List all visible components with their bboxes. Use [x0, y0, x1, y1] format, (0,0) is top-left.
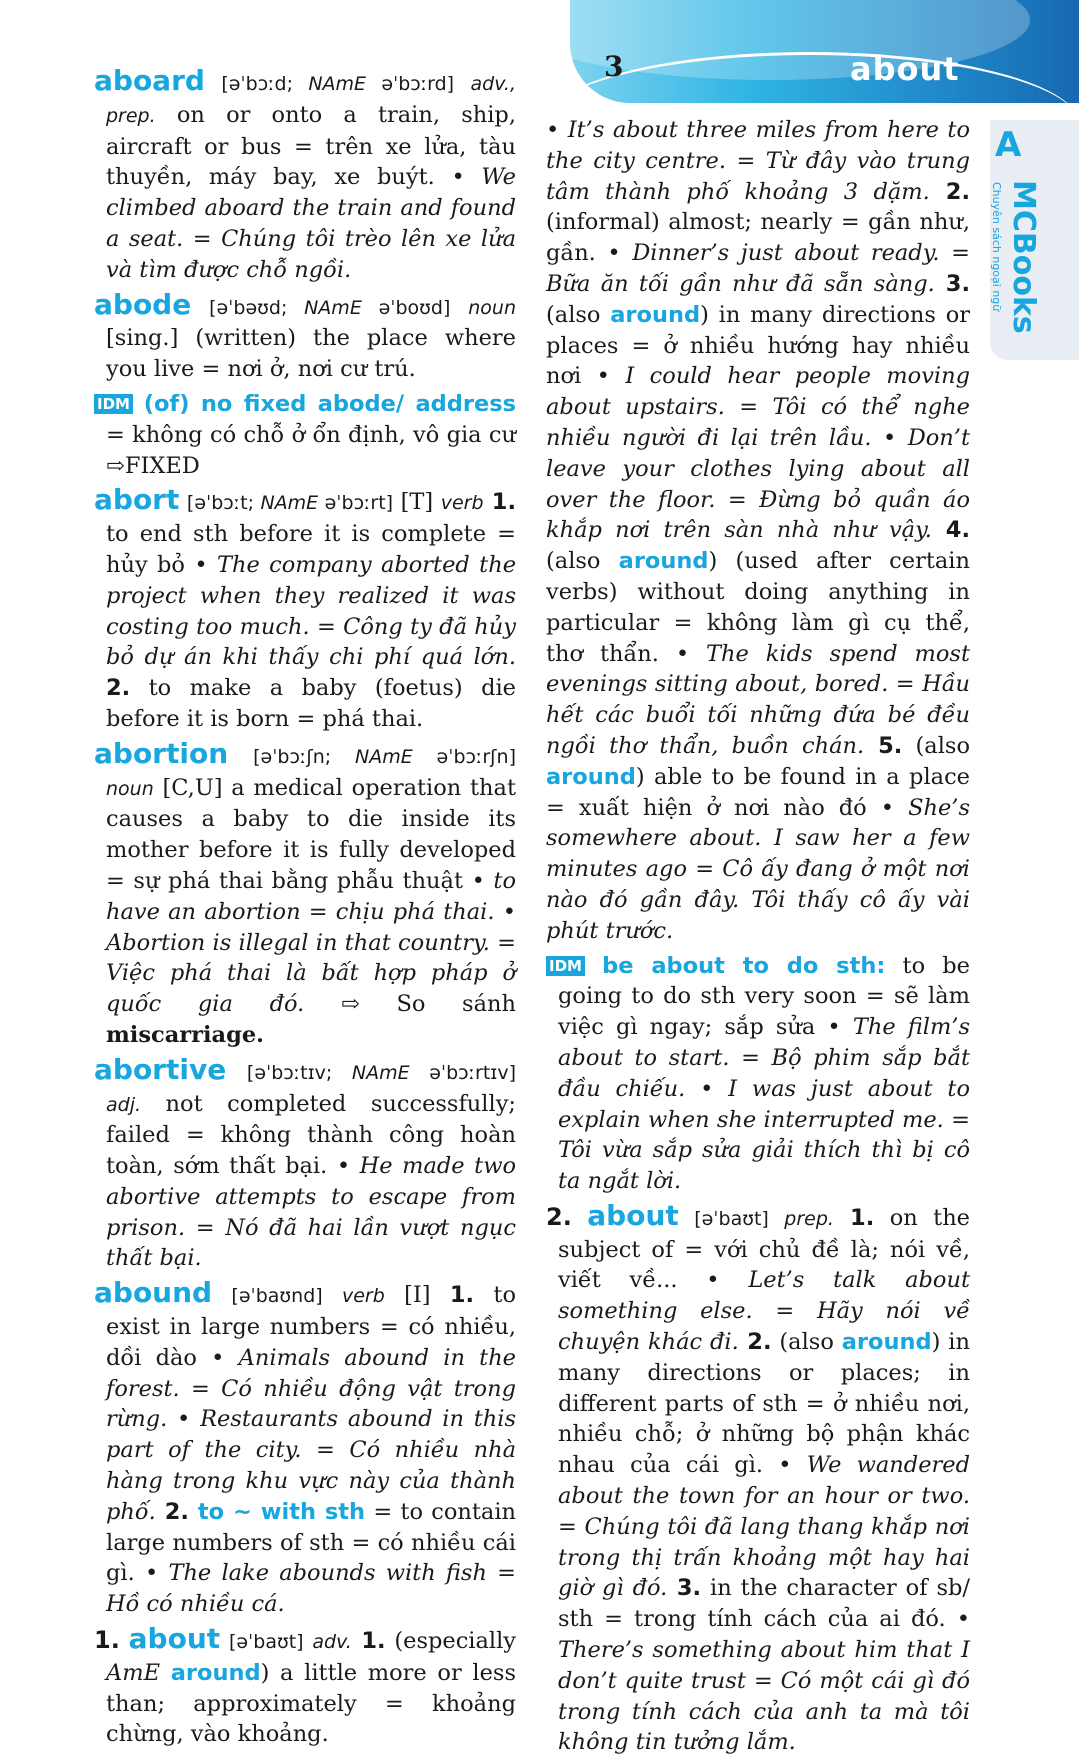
- definition: (also: [771, 1329, 842, 1356]
- definition: = to contain large numbers of sth = có nhiều cái gì.: [106, 1498, 517, 1587]
- bullet: •: [502, 898, 516, 925]
- example: We wandered about the town for an hour or two. = Chúng tôi đã lang thang khắp nơi trong thị trấn khoảng một hay hai giờ gì đó.: [558, 1452, 970, 1602]
- headword: about: [587, 1198, 679, 1232]
- cross-reference: FIXED: [124, 452, 200, 479]
- headword: abortion: [94, 736, 229, 770]
- pronunciation: əˈbɔːrt]: [318, 492, 394, 515]
- pronunciation-label: NAmE: [304, 296, 362, 319]
- pronunciation-label: NAmE: [354, 745, 413, 768]
- definition: on the subject of = với chủ đề là; nói về, viết về...: [558, 1204, 971, 1294]
- arrow-icon: ⇨: [106, 452, 125, 479]
- example: We climbed aboard the train and found a seat. = Chúng tôi trèo lên xe lửa và tìm được chỗ ngồi.: [106, 164, 516, 283]
- pronunciation: [əˈbɔːtɪv;: [246, 1061, 352, 1084]
- definition: not completed successfully; failed = không thành công hoàn toàn, sớm thất bại.: [106, 1090, 516, 1180]
- definition: ) in many directions or places = ở nhiều hướng hay nhiều nơi: [546, 301, 970, 390]
- idiom-no-fixed-abode: [94, 389, 516, 481]
- part-of-speech: prep.: [784, 1207, 834, 1230]
- headword: abortive: [94, 1052, 227, 1086]
- definition: (also: [546, 548, 619, 575]
- pronunciation-label: NAmE: [308, 73, 367, 95]
- bullet: •: [882, 424, 897, 451]
- homograph-number: 1.: [94, 1626, 120, 1655]
- grammar-code: [T]: [393, 489, 441, 516]
- guide-word: about: [850, 50, 960, 88]
- sense-number: 1.: [833, 1204, 875, 1231]
- entry-abode: [94, 287, 516, 385]
- example: I could hear people moving about upstairs. = Tôi có thể nghe nhiều người đi lại trên lầu.: [546, 363, 970, 451]
- idiom-tag: IDM: [94, 394, 133, 414]
- entry-abound: [94, 1278, 516, 1620]
- example: Dinner’s just about ready. = Bữa ăn tối gần như đã sẵn sàng.: [546, 240, 970, 297]
- sense-number: 1.: [351, 1628, 386, 1655]
- pronunciation: [əˈbɔːʃn;: [253, 745, 355, 768]
- part-of-speech: noun: [106, 777, 154, 800]
- sense-number: 2.: [155, 1498, 189, 1525]
- part-of-speech: verb: [440, 492, 484, 515]
- sense-number: 4.: [931, 517, 970, 544]
- bullet: •: [675, 640, 690, 667]
- headword: abort: [94, 483, 180, 517]
- pronunciation: əˈbɔːrd]: [366, 73, 455, 95]
- headword: abode: [94, 287, 192, 321]
- bullet: •: [144, 1560, 159, 1587]
- definition: to end sth before it is complete = hủy bỏ: [106, 521, 516, 578]
- pronunciation: [əˈbɔːt;: [186, 492, 261, 515]
- entry-about-adv: [94, 1624, 516, 1750]
- headword: aboard: [94, 64, 205, 97]
- cross-reference-link[interactable]: around: [170, 1659, 261, 1686]
- idiom-tag: IDM: [546, 956, 585, 976]
- idiom-phrase: (of) no fixed abode/ address: [143, 390, 516, 417]
- bullet: •: [827, 1014, 841, 1041]
- pronunciation-label: NAmE: [260, 492, 319, 515]
- example: The kids spend most evenings sitting about, bored. = Hầu hết các buổi tối những đứa bé đều ngồi thơ thẩn, buồn chán.: [546, 640, 970, 759]
- definition: to exist in large numbers = có nhiều, dồi dào: [106, 1282, 516, 1371]
- bullet: •: [880, 794, 895, 821]
- pronunciation: [əˈbaʊt]: [228, 1631, 304, 1654]
- sense-number: 1.: [483, 489, 516, 516]
- headword: abound: [94, 1276, 213, 1310]
- definition: ) in many directions or places; in different parts of sth = ở nhiều nơi, nhiều chỗ; ở những bộ phận khác nhau của cái gì.: [558, 1329, 970, 1479]
- pronunciation: [əˈbəʊd;: [209, 296, 305, 319]
- pronunciation: əˈboʊd]: [361, 296, 451, 319]
- example: Abortion is illegal in that country. = Việc phá thai là bất hợp pháp ở quốc gia đó.: [106, 929, 516, 1018]
- definition: ) able to be found in a place = xuất hiện ở nơi nào đó: [546, 763, 970, 821]
- pronunciation-label: NAmE: [351, 1061, 410, 1084]
- pronunciation: [əˈbɔːd;: [221, 73, 309, 95]
- entry-about-prep: [546, 1198, 971, 1758]
- part-of-speech: noun: [468, 296, 516, 319]
- idiom-definition: = không có chỗ ở ổn định, vô gia cư: [106, 421, 516, 448]
- example: The film’s about to start. = Bộ phim sắp bắt đầu chiếu.: [558, 1014, 970, 1102]
- definition: [C,U] a medical operation that causes a baby to die inside its mother before it is fully developed = sự phá thai bằng phẫu thuật: [106, 774, 516, 894]
- bullet: •: [546, 117, 560, 143]
- right-column: [546, 115, 970, 1762]
- bullet: •: [956, 1606, 970, 1633]
- cross-reference-link[interactable]: around: [841, 1329, 932, 1356]
- example: Animals abound in the forest. = Có nhiều động vật trong rừng.: [106, 1344, 516, 1433]
- publisher-tagline: Chuyên sách ngoại ngữ: [990, 182, 1003, 312]
- homograph-number: 2.: [546, 1202, 572, 1231]
- pronunciation: [əˈbaʊt]: [694, 1207, 769, 1230]
- entry-abortive: [94, 1052, 517, 1275]
- left-column: [94, 66, 516, 1754]
- example: He made two abortive attempts to escape from prison. = Nó đã hai lần vượt ngục thất bại.: [106, 1153, 517, 1272]
- definition: [sing.] (written) the place where you live = nơi ở, nơi cư trú.: [106, 325, 516, 383]
- example: There’s something about him that I don’t quite trust = Có một cái gì đó trong tính cách của anh ta mà tôi không tin tưởng lắm.: [558, 1637, 970, 1756]
- example: Restaurants abound in this part of the city. = Có nhiều nhà hàng trong khu vực này của thành phố.: [106, 1406, 517, 1525]
- sense-number: 2.: [929, 178, 970, 205]
- definition: in the character of sb/ sth = trong tính cách của ai đó.: [558, 1575, 970, 1633]
- definition: on or onto a train, ship, aircraft or bus = trên xe lửa, tàu thuyền, máy bay, xe buýt.: [106, 101, 516, 191]
- pronunciation: əˈbɔːrtɪv]: [409, 1061, 516, 1084]
- grammar-code: [I]: [384, 1282, 450, 1309]
- definition: to make a baby (foetus) die before it is born = phá thai.: [106, 675, 516, 732]
- definition: (informal) almost; nearly = gần như, gần.: [546, 209, 970, 267]
- phrase: to ~ with sth: [188, 1498, 366, 1525]
- bullet: •: [596, 363, 610, 390]
- part-of-speech: adv., prep.: [106, 73, 516, 127]
- part-of-speech: adv.: [312, 1631, 352, 1654]
- example: Don’t leave your clothes lying about all over the floor. = Đừng bỏ quần áo khắp nơi trên sàn nhà như vậy.: [546, 424, 970, 544]
- sense-number: 3.: [934, 270, 970, 297]
- definition: (also: [902, 732, 970, 759]
- bullet: •: [194, 551, 208, 578]
- sense-number: 5.: [864, 732, 903, 759]
- bullet: •: [336, 1153, 351, 1180]
- part-of-speech: verb: [342, 1285, 385, 1308]
- bullet: •: [778, 1452, 792, 1479]
- definition: ) a little more or less than; approximately = khoảng chừng, vào khoảng.: [106, 1659, 516, 1748]
- definition: (also: [546, 301, 611, 328]
- definition: (especially: [385, 1628, 517, 1655]
- bullet: •: [607, 240, 621, 267]
- example: Let’s talk about something else. = Hãy nói về chuyện khác đi.: [558, 1267, 970, 1356]
- compare-label: So sánh: [359, 991, 516, 1018]
- sense-number: 3.: [667, 1575, 702, 1602]
- cross-reference-link[interactable]: around: [546, 763, 636, 790]
- sense-number: 1.: [449, 1282, 475, 1309]
- bullet: •: [211, 1344, 225, 1371]
- cross-reference-link[interactable]: around: [618, 548, 709, 575]
- bullet: •: [451, 164, 465, 191]
- example: to have an abortion = chịu phá thai.: [106, 867, 516, 925]
- sense-number: 2.: [106, 675, 131, 702]
- entry-about-adv-cont: [546, 115, 970, 947]
- bullet: •: [700, 1075, 714, 1102]
- bullet: •: [177, 1406, 191, 1433]
- compare-word: miscarriage.: [106, 1021, 265, 1048]
- idiom-definition: to be going to do sth very soon = sẽ làm việc gì ngay; sắp sửa: [558, 952, 970, 1041]
- pronunciation: [əˈbaʊnd]: [231, 1285, 323, 1308]
- publisher-logo: MCBooks: [1006, 180, 1041, 334]
- sense-number: 2.: [738, 1329, 772, 1356]
- idiom-be-about-to: [546, 951, 970, 1197]
- example: The company aborted the project when they realized it was costing too much. = Công ty đã hủy bỏ dự án khi thấy chi phí quá lớn.: [106, 551, 517, 671]
- example: She’s somewhere about. I saw her a few minutes ago = Cô ấy đang ở một nơi nào đó gần đây. Tôi thấy cô ấy vài phút trước.: [546, 794, 970, 944]
- example: I was just about to explain when she interrupted me. = Tôi vừa sắp sửa giải thích thì bị cô ta ngắt lời.: [558, 1075, 971, 1195]
- bullet: •: [471, 867, 485, 894]
- arrow-icon: ⇨: [340, 991, 360, 1018]
- example: The lake abounds with fish = Hồ có nhiều cá.: [106, 1560, 516, 1618]
- entry-abortion: [94, 736, 517, 1051]
- cross-reference-link[interactable]: around: [610, 301, 701, 328]
- entry-aboard: [94, 66, 516, 286]
- idiom-phrase: be about to do sth:: [602, 952, 886, 979]
- entry-abort: [94, 485, 516, 734]
- part-of-speech: adj.: [106, 1093, 142, 1116]
- thumb-index-letter: A: [995, 125, 1022, 165]
- definition: ) (used after certain verbs) without doing anything in particular = không làm gì cụ thể, thơ thẩn.: [546, 548, 970, 667]
- region-label: AmE: [106, 1659, 161, 1686]
- pronunciation: əˈbɔːrʃn]: [412, 745, 517, 768]
- page-number: 3: [604, 50, 624, 83]
- example: It’s about three miles from here to the city centre. = Từ đây vào trung tâm thành phố khoảng 3 dặm.: [546, 117, 970, 205]
- bullet: •: [706, 1267, 720, 1294]
- headword: about: [128, 1622, 221, 1656]
